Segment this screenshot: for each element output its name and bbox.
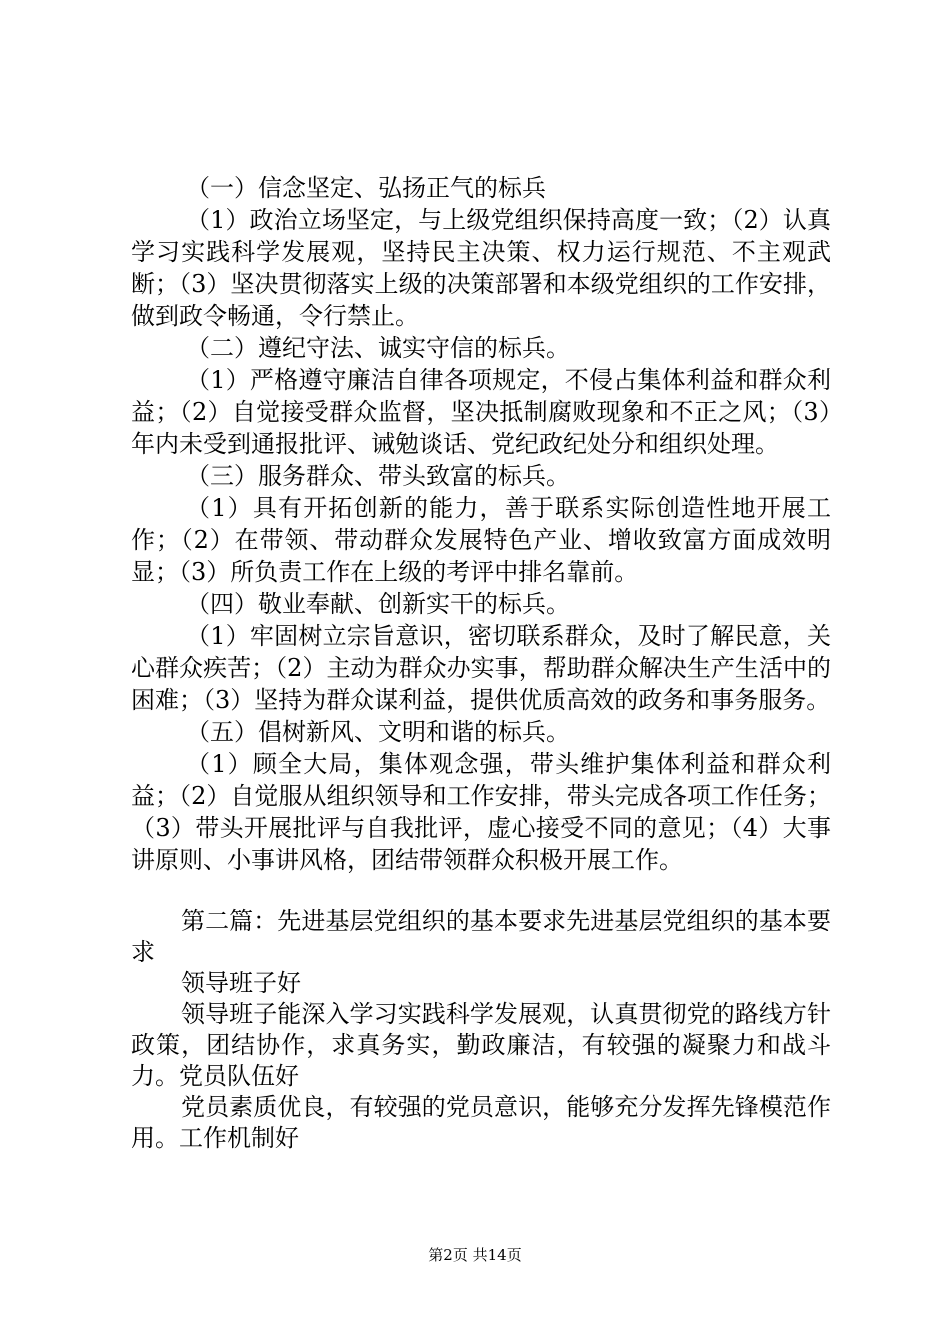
body-paragraph: （1）具有开拓创新的能力，善于联系实际创造性地开展工作；（2）在带领、带动群众发展特色产业、增收致富方面成效明显；（3）所负责工作在上级的考评中排名靠前。 (131, 494, 831, 586)
section-heading-5: （五）倡树新风、文明和谐的标兵。 (186, 718, 570, 746)
body-paragraph: （1）牢固树立宗旨意识，密切联系群众，及时了解民意，关心群众疾苦；（2）主动为群众办实事，帮助群众解决生产生活中的困难；（3）坚持为群众谋利益，提供优质高效的政务和事务服务。 (131, 622, 831, 714)
section-heading-1: （一）信念坚定、弘扬正气的标兵 (186, 174, 546, 202)
body-paragraph: 党员素质优良，有较强的党员意识，能够充分发挥先锋模范作用。工作机制好 (131, 1093, 831, 1152)
page-number-footer: 第2页 共14页 (428, 1246, 522, 1264)
body-paragraph: （1）政治立场坚定，与上级党组织保持高度一致；（2）认真学习实践科学发展观，坚持民主决策、权力运行规范、不主观武断；（3）坚决贯彻落实上级的决策部署和本级党组织的工作安排，做到政令畅通，令行禁止。 (131, 206, 831, 330)
paragraph-spacer (131, 876, 831, 906)
section-heading-2: （二）遵纪守法、诚实守信的标兵。 (186, 334, 570, 362)
body-paragraph: 领导班子能深入学习实践科学发展观，认真贯彻党的路线方针政策，团结协作，求真务实，勤政廉洁，有较强的凝聚力和战斗力。党员队伍好 (131, 1000, 831, 1090)
subheading: 领导班子好 (181, 969, 301, 997)
section-heading-3: （三）服务群众、带头致富的标兵。 (186, 462, 570, 490)
chapter-title: 第二篇：先进基层党组织的基本要求先进基层党组织的基本要求 (131, 907, 831, 966)
body-paragraph: （1）顾全大局，集体观念强，带头维护集体利益和群众利益；（2）自觉服从组织领导和工作安排，带头完成各项工作任务；（3）带头开展批评与自我批评，虚心接受不同的意见；（4）大事讲原则、小事讲风格，团结带领群众积极开展工作。 (131, 750, 831, 874)
section-heading-4: （四）敬业奉献、创新实干的标兵。 (186, 590, 570, 618)
body-paragraph: （1）严格遵守廉洁自律各项规定，不侵占集体利益和群众利益；（2）自觉接受群众监督，坚决抵制腐败现象和不正之风；（3）年内未受到通报批评、诫勉谈话、党纪政纪处分和组织处理。 (131, 366, 831, 458)
document-body (131, 172, 831, 1154)
